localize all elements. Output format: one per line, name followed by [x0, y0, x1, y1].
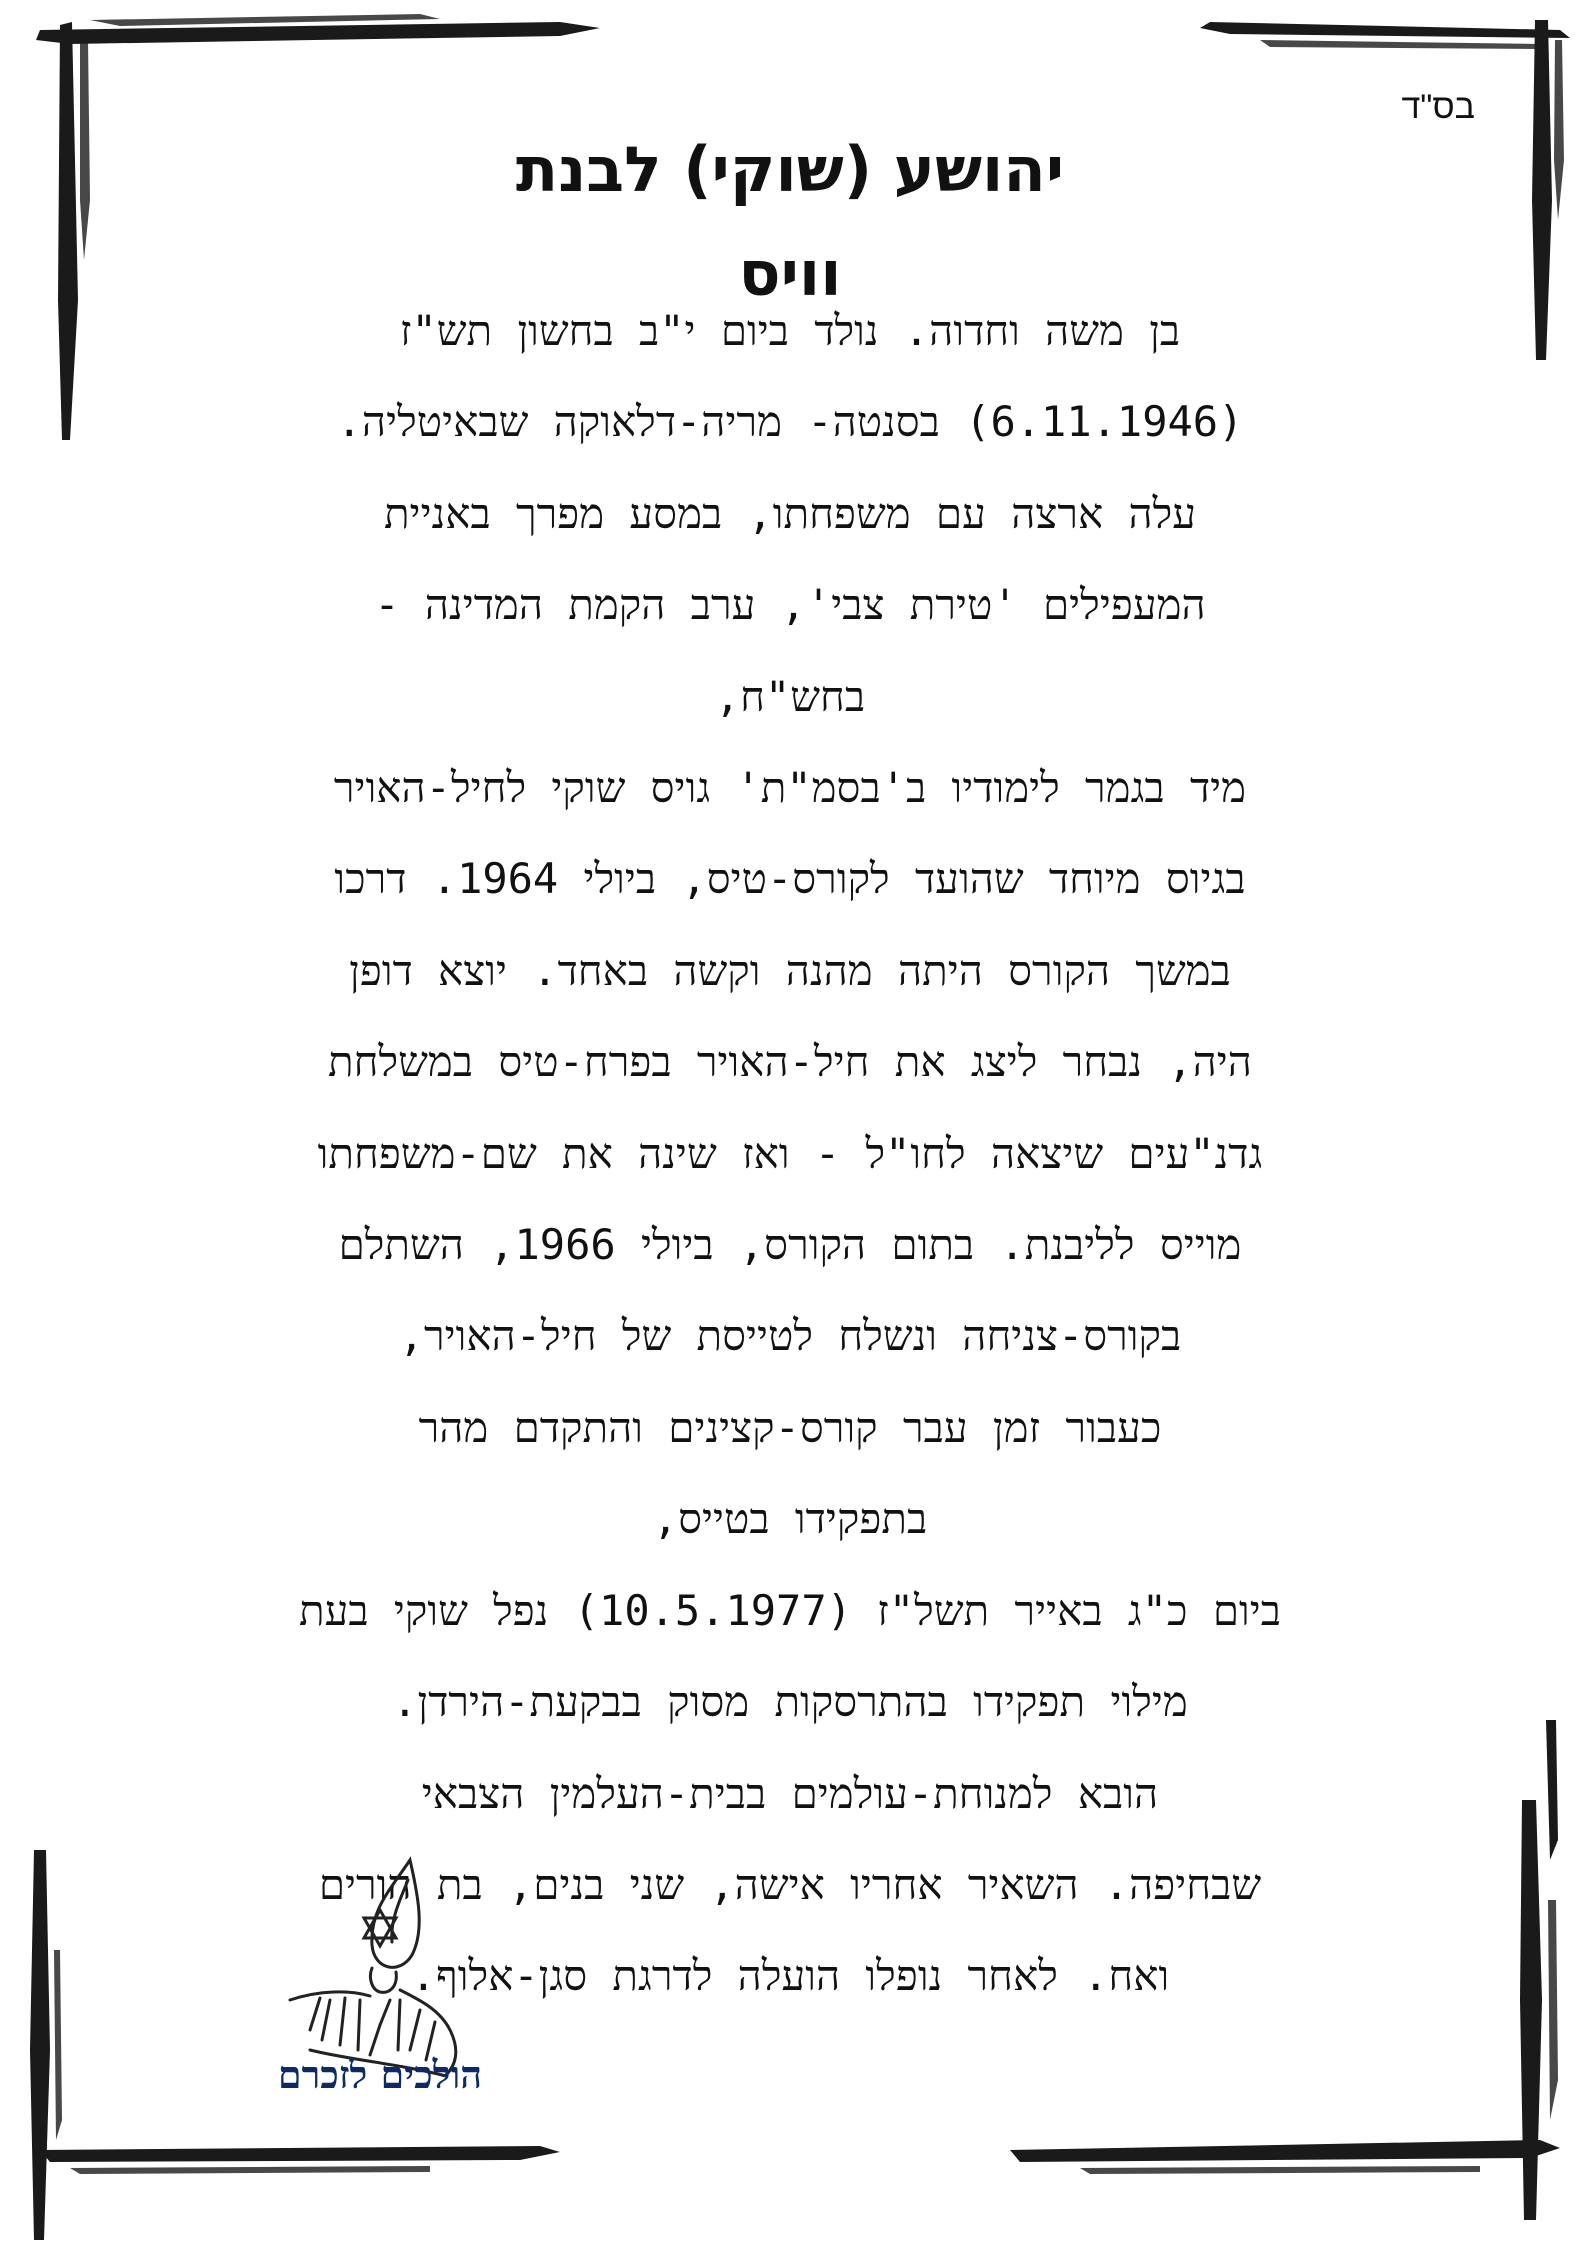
text-line: מילוי תפקידו בהתרסקות מסוק בבקעת-הירדן. [392, 1677, 1188, 1727]
text-line: כעבור זמן עבר קורס-קצינים והתקדם מהר [418, 1402, 1162, 1452]
text-line: בחש"ח, [714, 671, 866, 721]
text-line: בתפקידו בטייס, [652, 1494, 928, 1544]
text-line: ואח. לאחר נופלו הועלה לדרגת סגן-אלוף. [410, 1951, 1170, 2001]
text-line: (6.11.1946) בסנטה- מריה-דלאוקה שבאיטליה. [336, 397, 1244, 447]
text-line: המעפילים 'טירת צבי', ערב הקמת המדינה - [374, 580, 1206, 630]
text-line: היה, נבחר ליצג את חיל-האויר בפרח-טיס במשלחת [328, 1037, 1252, 1087]
text-line: בגיוס מיוחד שהועד לקורס-טיס, ביולי 1964. דרכו [334, 854, 1246, 904]
text-line: עלה ארצה עם משפחתו, במסע מפרך באניית [383, 488, 1197, 538]
text-line: בקורס-צניחה ונשלח לטייסת של חיל-האויר, [398, 1311, 1182, 1361]
bsd-mark: בס"ד [1401, 88, 1475, 126]
title-line-1: יהושע (שוקי) לבנת [515, 133, 1065, 206]
text-line: במשך הקורס היתה מהנה וקשה באחד. יוצא דופן [349, 945, 1231, 995]
text-line: ביום כ"ג באייר תשל"ז (10.5.1977) נפל שוקי בעת [298, 1585, 1282, 1635]
biography-text [130, 285, 1450, 2022]
text-line: שבחיפה. השאיר אחריו אישה, שני בנים, בת הורים [318, 1859, 1262, 1909]
logo-text: הולכים לזכרם [277, 2052, 483, 2097]
title-line-2: וויס [738, 237, 842, 310]
text-line: מוייס לליבנת. בתום הקורס, ביולי 1966, השתלם [338, 1220, 1242, 1270]
text-line: מיד בגמר לימודיו ב'בסמ"ת' גויס שוקי לחיל-האויר [333, 763, 1247, 813]
text-line: גדנ"עים שיצאה לחו"ל - ואז שינה את שם-משפחתו [317, 1128, 1263, 1178]
text-line: הובא למנוחת-עולמים בבית-העלמין הצבאי [421, 1768, 1159, 1818]
text-line: בן משה וחדוה. נולד ביום י"ב בחשון תש"ז [399, 306, 1181, 355]
